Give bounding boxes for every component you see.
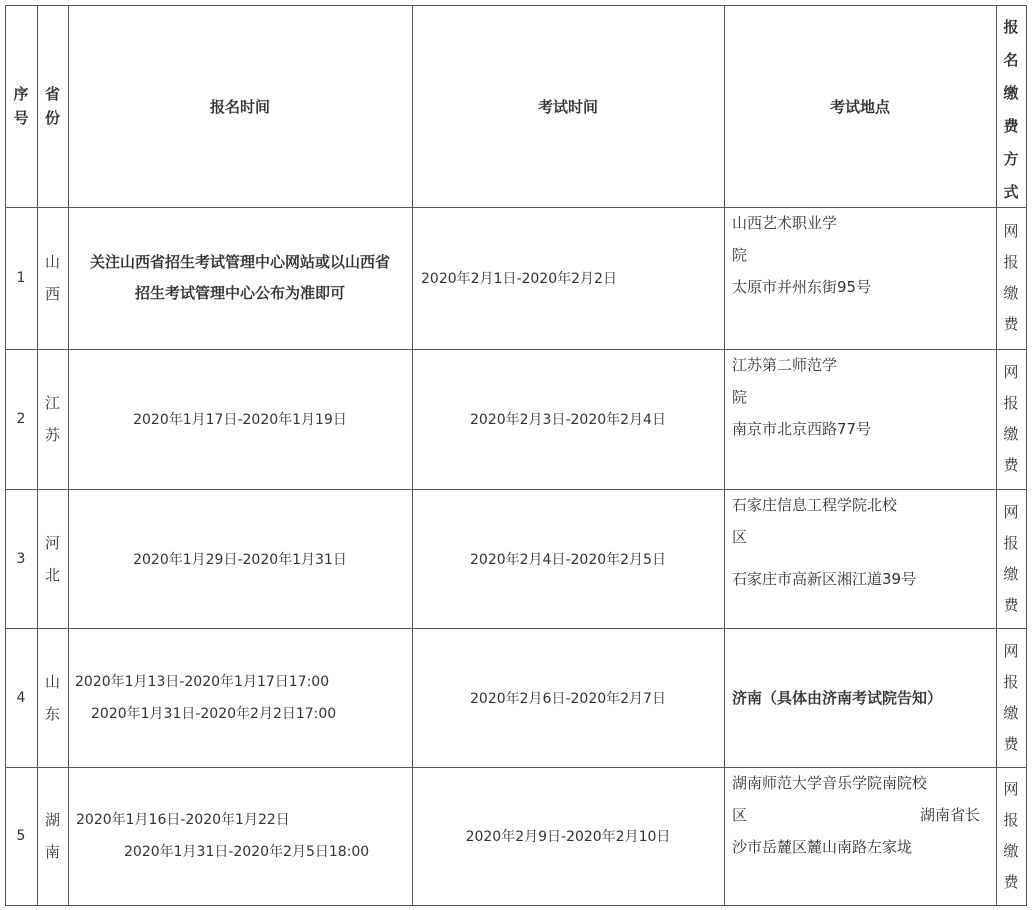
- row-exam-time: 2020年2月6日-2020年2月7日: [470, 690, 666, 707]
- row-payment: [996, 349, 1026, 489]
- place-line: 区: [732, 528, 748, 546]
- row-exam-time: 2020年2月9日-2020年2月10日: [465, 829, 671, 845]
- row-reg-time: [68, 767, 412, 905]
- place-line: 湖南省长: [919, 806, 980, 824]
- province-char: 东: [44, 704, 60, 723]
- place-line: 石家庄市高新区湘江道39号: [732, 570, 917, 588]
- payment-char: 缴: [1003, 284, 1019, 302]
- payment-char: 报: [1003, 672, 1019, 691]
- row-province: [37, 767, 68, 905]
- header-char: 序: [13, 85, 29, 103]
- reg-time-line: 招生考试管理中心公布为准即可: [134, 284, 345, 302]
- row-province: [37, 207, 68, 349]
- province-char: 苏: [44, 426, 60, 444]
- header-char: 号: [13, 109, 29, 127]
- payment-char: 网: [1003, 780, 1019, 798]
- payment-char: 费: [1003, 734, 1019, 753]
- place-line: 区: [732, 806, 748, 824]
- payment-char: 缴: [1003, 425, 1019, 443]
- row-reg-time: 2020年1月29日-2020年1月31日: [133, 551, 347, 568]
- row-exam-place: [724, 349, 996, 489]
- row-province: [37, 349, 68, 489]
- place-line: 南京市北京西路77号: [732, 420, 872, 438]
- payment-char: 网: [1003, 222, 1019, 240]
- place-line: 山西艺术职业学: [732, 214, 838, 232]
- place-line: 沙市岳麓区麓山南路左家垅: [732, 838, 913, 856]
- place-line: 湖南师范大学音乐学院南院校: [732, 774, 928, 792]
- place-line: 院: [732, 388, 748, 406]
- header-char: 式: [1003, 183, 1019, 201]
- header-char: 方: [1003, 150, 1019, 168]
- header-exam-place: 考试地点: [829, 97, 890, 116]
- reg-time-line: 2020年1月31日-2020年2月5日18:00: [124, 844, 370, 860]
- row-seq: 5: [16, 828, 26, 844]
- row-exam-place: [724, 767, 996, 905]
- row-payment: [996, 489, 1026, 628]
- row-payment: [996, 628, 1026, 767]
- row-province: [37, 628, 68, 767]
- payment-char: 费: [1003, 595, 1019, 614]
- province-char: 湖: [44, 811, 60, 829]
- payment-char: 费: [1003, 456, 1019, 474]
- payment-char: 缴: [1003, 842, 1019, 860]
- reg-time-line: 2020年1月16日-2020年1月22日: [76, 812, 290, 828]
- payment-char: 费: [1003, 873, 1019, 891]
- row-seq: 2: [16, 411, 26, 427]
- payment-char: 费: [1003, 315, 1019, 333]
- province-char: 西: [44, 285, 60, 303]
- header-province: [37, 5, 68, 207]
- row-reg-time: [68, 207, 412, 349]
- place-line: 石家庄信息工程学院北校: [732, 496, 898, 514]
- reg-time-line: 关注山西省招生考试管理中心网站或以山西省: [89, 253, 390, 271]
- place-line-split: [732, 799, 980, 831]
- row-reg-time: 2020年1月17日-2020年1月19日: [133, 412, 347, 428]
- header-seq: [5, 5, 37, 207]
- province-char: 南: [44, 843, 60, 861]
- row-exam-place: 济南（具体由济南考试院告知）: [732, 689, 943, 707]
- header-exam-time: 考试时间: [537, 97, 598, 116]
- place-line: 太原市并州东街95号: [732, 278, 872, 296]
- row-exam-place: [724, 207, 996, 349]
- header-char: 名: [1003, 51, 1019, 69]
- place-line: 院: [732, 246, 748, 264]
- row-payment: [996, 767, 1026, 905]
- grid-line: [1026, 5, 1027, 906]
- payment-char: 报: [1003, 394, 1019, 412]
- header-char: 缴: [1003, 84, 1019, 102]
- header-char: 省: [44, 85, 60, 103]
- province-char: 山: [44, 253, 60, 271]
- province-char: 北: [44, 565, 60, 584]
- row-exam-place: [724, 489, 996, 628]
- payment-char: 报: [1003, 533, 1019, 552]
- payment-char: 缴: [1003, 703, 1019, 722]
- payment-char: 缴: [1003, 564, 1019, 583]
- payment-char: 网: [1003, 641, 1019, 660]
- province-char: 江: [44, 394, 60, 412]
- row-exam-time: 2020年2月3日-2020年2月4日: [470, 412, 666, 428]
- row-exam-time: 2020年2月4日-2020年2月5日: [470, 551, 666, 568]
- header-char: 报: [1003, 18, 1019, 36]
- payment-char: 报: [1003, 811, 1019, 829]
- reg-time-line: 2020年1月13日-2020年1月17日17:00: [75, 673, 330, 690]
- payment-char: 网: [1003, 502, 1019, 521]
- province-char: 河: [44, 533, 60, 552]
- payment-char: 网: [1003, 363, 1019, 381]
- header-char: 费: [1003, 117, 1019, 135]
- row-reg-time: [68, 628, 412, 767]
- row-exam-time: 2020年2月1日-2020年2月2日: [421, 271, 617, 287]
- payment-char: 报: [1003, 253, 1019, 271]
- reg-time-line: 2020年1月31日-2020年2月2日17:00: [91, 705, 337, 722]
- province-char: 山: [44, 672, 60, 691]
- header-payment: [996, 5, 1026, 207]
- place-line: 江苏第二师范学: [732, 356, 838, 374]
- row-payment: [996, 207, 1026, 349]
- row-seq: 3: [16, 550, 26, 567]
- row-seq: 4: [16, 689, 26, 706]
- header-reg-time: 报名时间: [209, 97, 270, 116]
- header-char: 份: [44, 109, 60, 127]
- row-seq: 1: [16, 270, 26, 286]
- row-province: [37, 489, 68, 628]
- grid-line: [5, 905, 1027, 906]
